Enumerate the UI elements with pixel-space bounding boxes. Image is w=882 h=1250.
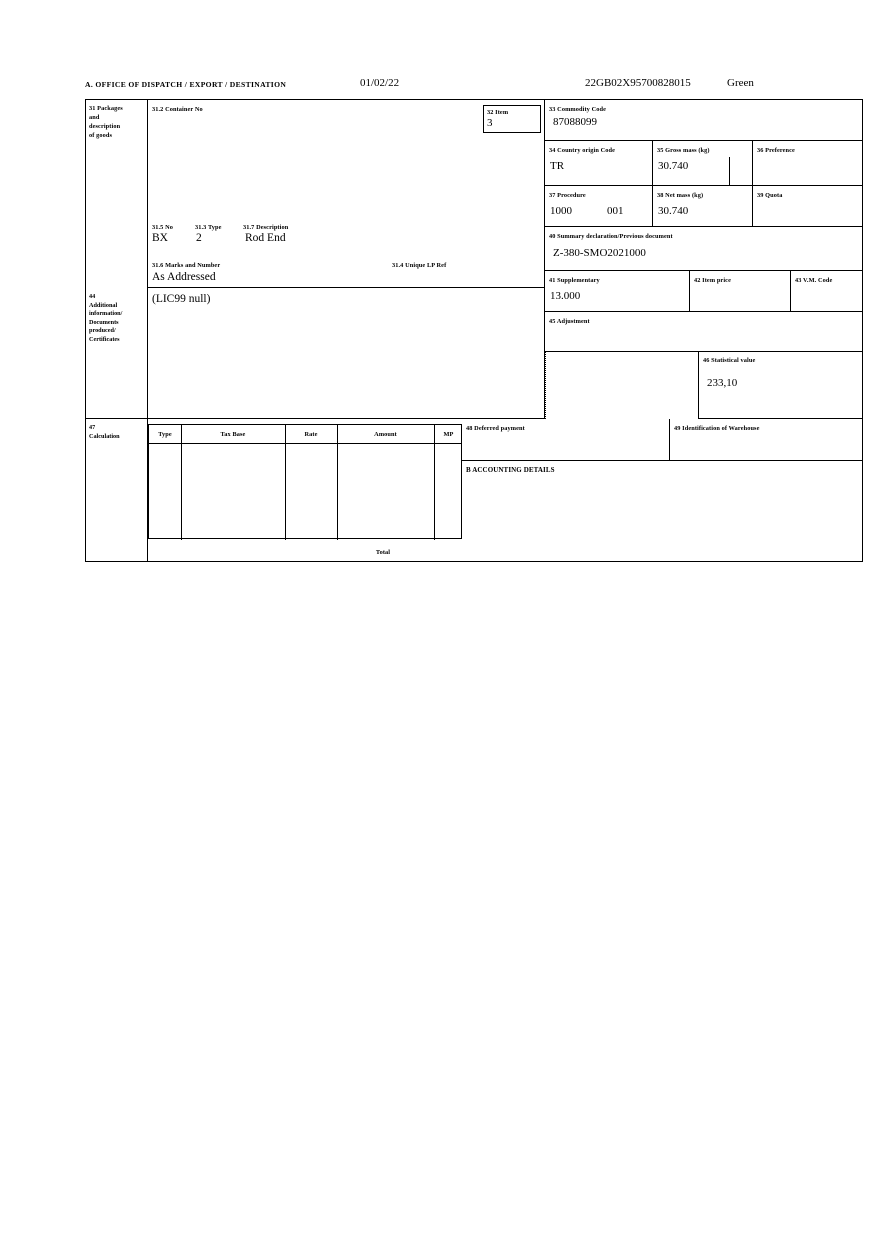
box-33-commodity-code-label: 33 Commodity Code: [549, 106, 606, 113]
box-38-net-mass-value: 30.740: [658, 205, 689, 217]
box-34-country-origin-code-value: TR: [550, 160, 565, 172]
box-48-deferred-payment: [462, 419, 670, 461]
box-36-preference: [753, 141, 862, 186]
box-44-label-line-5: produced/: [89, 327, 116, 335]
box-33-commodity-code-value: 87088099: [553, 116, 597, 128]
box-35-gross-mass-label: 35 Gross mass (kg): [657, 147, 710, 154]
box-34-country-origin-code-label: 34 Country origin Code: [549, 147, 616, 154]
box-48-deferred-payment-label: 48 Deferred payment: [466, 425, 525, 432]
box-47-column-type: Type: [158, 431, 172, 438]
box-31-7-description-label: 31.7 Description: [243, 224, 289, 231]
box-44-additional-information-value: (LIC99 null): [152, 293, 211, 305]
box-46-statistical-value-amount: 233,10: [707, 377, 738, 389]
box-47-label-column: [86, 419, 148, 562]
declaration-date: 01/02/22: [360, 77, 400, 89]
box-b-accounting-details: [462, 461, 862, 562]
box-35-gross-mass-value: 30.740: [658, 160, 689, 172]
box-31-label-line-3: description: [89, 123, 121, 130]
box-39-quota-label: 39 Quota: [757, 192, 783, 199]
routing-lane: Green: [727, 77, 754, 89]
box-49-identification-of-warehouse: [670, 419, 862, 461]
box-b-accounting-details-label: B ACCOUNTING DETAILS: [466, 466, 555, 474]
box-42-item-price: [690, 271, 791, 312]
box-35-inner-divider: [729, 157, 730, 185]
document-header: [85, 77, 863, 94]
box-46-statistical-value-label: 46 Statistical value: [703, 357, 756, 364]
box-40-summary-declaration-previous-document: [545, 227, 862, 271]
box-32-item: [483, 105, 541, 133]
box-42-item-price-label: 42 Item price: [694, 277, 731, 284]
box-44-additional-information: [148, 288, 545, 419]
box-37-procedure-value-left: 1000: [550, 205, 572, 217]
box-38-net-mass-label: 38 Net mass (kg): [657, 192, 704, 199]
box-37-procedure: [545, 186, 653, 227]
box-40-summary-declaration-value: Z-380-SMO2021000: [553, 247, 646, 259]
box-41-supplementary-value: 13.000: [550, 290, 581, 302]
box-43-vm-code-label: 43 V.M. Code: [795, 277, 833, 284]
box-44-label-column: [86, 288, 148, 419]
box-45-adjustment-label: 45 Adjustment: [549, 318, 590, 325]
box-44-label-line-4: Documents: [89, 318, 119, 326]
box-47-column-tax-base: Tax Base: [220, 431, 246, 438]
box-31-4-unique-lp-ref-label: 31.4 Unique LP Ref: [392, 262, 447, 269]
box-31-label-line-4: of goods: [89, 132, 113, 139]
box-34-country-origin-code: [545, 141, 653, 186]
box-47-column-amount: Amount: [374, 431, 397, 438]
box-45-adjustment: [545, 312, 862, 352]
box-35-gross-mass: [653, 141, 753, 186]
box-32-item-value: 3: [487, 117, 493, 129]
box-32-item-label: 32 Item: [487, 109, 509, 116]
office-of-dispatch-label: A. OFFICE OF DISPATCH / EXPORT / DESTINATION: [85, 80, 287, 89]
box-36-preference-label: 36 Preference: [757, 147, 795, 154]
box-43-vm-code: [791, 271, 862, 312]
box-44-label-line-3: information/: [89, 310, 123, 318]
box-47-calculation-table: [148, 424, 462, 539]
box-49-identification-of-warehouse-label: 49 Identification of Warehouse: [674, 425, 760, 432]
box-44-label-line-2: Additional: [89, 301, 118, 309]
box-31-5-no-label: 31.5 No: [152, 224, 173, 231]
box-31-5-no-value: BX: [152, 232, 168, 244]
box-44-label-line-6: Certificates: [89, 335, 120, 343]
box-33-commodity-code: [545, 100, 862, 141]
box-41-supplementary: [545, 271, 690, 312]
box-31-3-type-label: 31.3 Type: [195, 224, 222, 231]
box-31-label-line-2: and: [89, 114, 100, 121]
box-47-total-label: Total: [375, 549, 391, 556]
declaration-frame: [85, 99, 863, 562]
box-45-46-dotted-separator: [545, 352, 546, 419]
box-44-label-line-1: 44: [89, 293, 96, 300]
box-41-supplementary-label: 41 Supplementary: [549, 277, 600, 284]
box-47-column-mp: MP: [443, 431, 454, 438]
box-31-6-marks-and-number-value: As Addressed: [152, 271, 216, 283]
box-46-statistical-value: [698, 352, 862, 419]
box-37-procedure-label: 37 Procedure: [549, 192, 586, 199]
box-38-net-mass: [653, 186, 753, 227]
box-31-label-column: [86, 100, 148, 288]
box-47-column-rate: Rate: [304, 431, 318, 438]
box-31-label-line-1: 31 Packages: [89, 105, 123, 112]
box-47-label-line-2: Calculation: [89, 432, 120, 440]
box-31-6-marks-and-number-label: 31.6 Marks and Number: [152, 262, 221, 269]
box-31-7-description-value: Rod End: [245, 232, 286, 244]
box-31-3-type-value: 2: [196, 232, 202, 244]
box-47-body-rows: [149, 443, 461, 540]
box-31-2-container-no-label: 31.2 Container No: [152, 106, 203, 113]
box-40-summary-declaration-label: 40 Summary declaration/Previous document: [549, 233, 673, 240]
box-47-label-line-1: 47: [89, 424, 96, 431]
movement-reference-number: 22GB02X95700828015: [585, 77, 691, 89]
box-39-quota: [753, 186, 862, 227]
box-37-procedure-value-right: 001: [607, 205, 624, 217]
